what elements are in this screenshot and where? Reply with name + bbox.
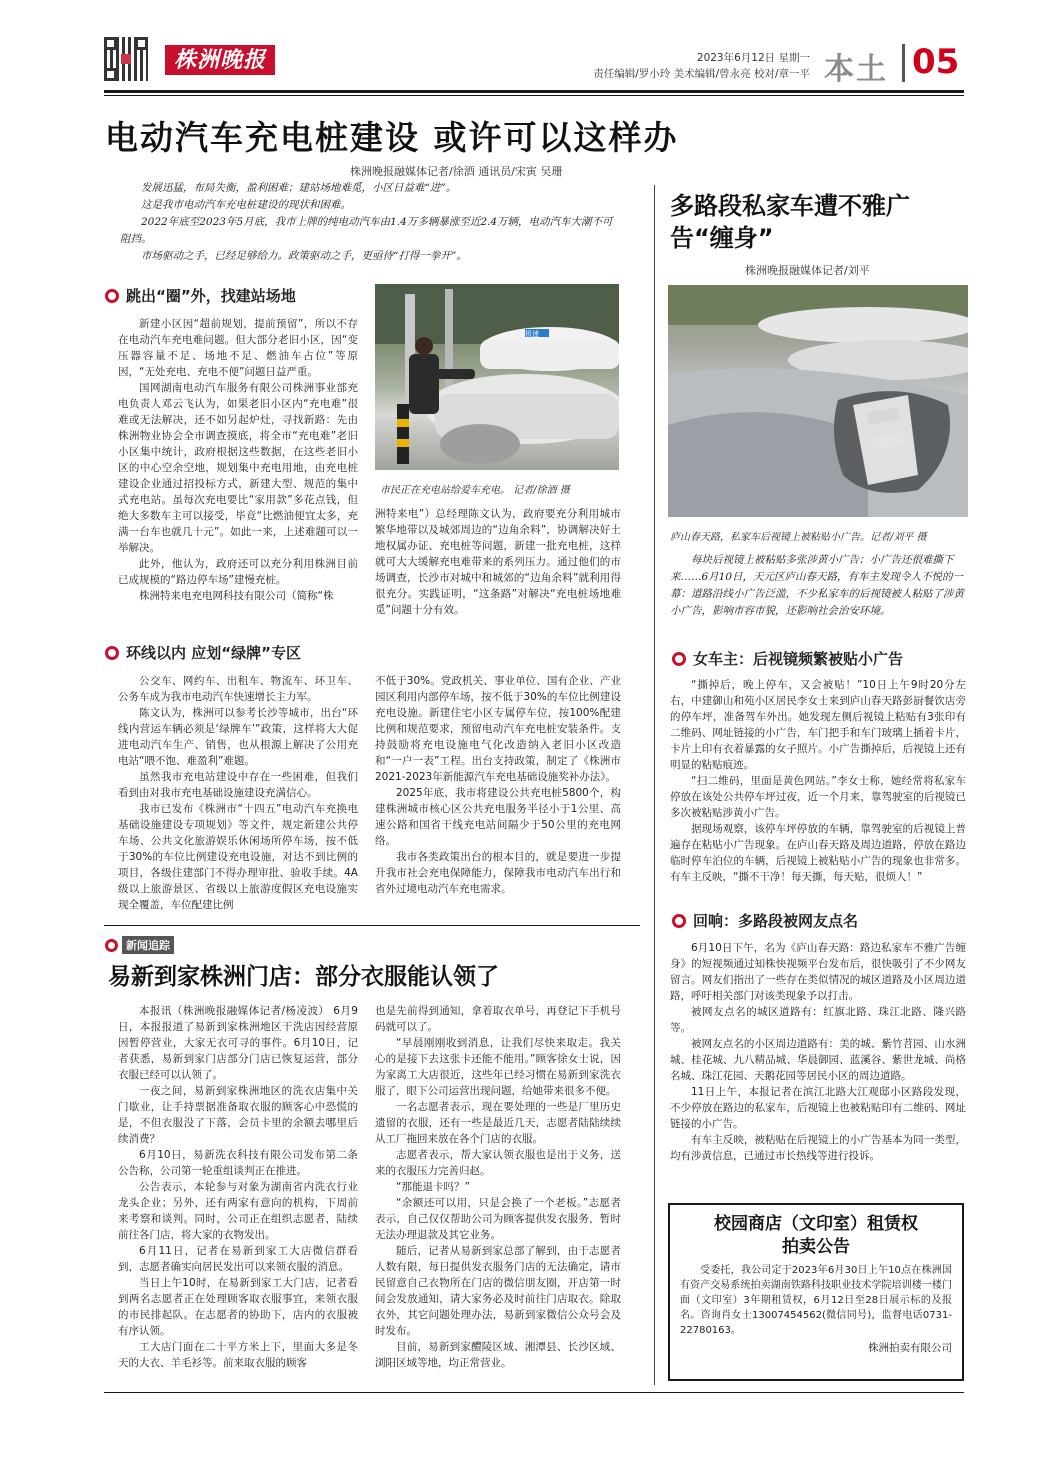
main-headline: 电动汽车充电桩建设 或许可以这样办 xyxy=(105,118,679,157)
body-paragraph: 被网友点名的小区周边道路有：美的城、紫竹苕园、山水洲城、桂花城、九八精品城、华晨御园、蓝溪谷、紫世龙城、尚格名城、珠江花园、天鹅花园等居民小区的周边道路。 xyxy=(670,1038,966,1082)
qr-code xyxy=(104,37,148,81)
bullet-circle-icon xyxy=(672,652,686,666)
article2-column2 xyxy=(375,1003,621,1371)
article1-column3 xyxy=(118,673,358,913)
body-paragraph: 洲特来电”）总经理陈文认为，政府要充分利用城市繁华地带以及城郊周边的“边角余料”，协调解决好土地权属办证、充电桩等问题，新建一批充电桩，这样就可大大缓解充电难带来的系列压力。通过他们的市场调查，长沙市对城中和城郊的“边角余料”就利用得很充分。实践证明，“这条路”对解决“充电桩场地难觅”问题十分有效。 xyxy=(375,508,621,616)
notice-signature: 株洲拍卖有限公司 xyxy=(868,1342,952,1354)
section-heading-text: 跳出“圈”外，找建站场地 xyxy=(126,287,296,305)
body-paragraph: 陈文认为，株洲可以参考长沙等城市，出台“环线内营运车辆必须是‘绿牌车’”政策，这样将大大促进电动汽车生产、销售，也从根源上解决了公用充电站“喂不饱、难盈利”难题。 xyxy=(118,707,358,767)
body-paragraph: 当日上午10时，在易新到家工大门店，记者看到两名志愿者正在处理顾客取衣服事宜，来领衣服的市民排起队。在志愿者的协助下，店内的衣服被有序认领。 xyxy=(118,1277,358,1337)
charging-station-photo xyxy=(375,284,619,470)
body-paragraph: “撕掉后，晚上停车，又会被贴！”10日上午9时20分左右，中建御山和苑小区居民李女士来到庐山春天路彭厨餐饮店旁的停车坪，准备驾车外出。她发现左侧后视镜上粘贴有3张印有二维码、网址链接的小广告，车门把手和车门玻璃上插着卡片，卡片上印有衣着暴露的女子照片。小广告撕掉后，后视镜上还有明显的粘贴痕迹。 xyxy=(670,679,966,771)
notice-body xyxy=(680,1263,952,1338)
article1-column4 xyxy=(375,673,621,897)
charging-sign-text: 极速 xyxy=(525,330,539,338)
section-heading-text: 女车主：后视镜频繁被贴小广告 xyxy=(693,650,904,668)
bottom-rule xyxy=(104,1392,964,1393)
body-paragraph: 我市各类政策出台的根本目的，就是要进一步提升我市社会充电保障能力，保障我市电动汽车出行和省外过境电动汽车充电需求。 xyxy=(375,851,621,895)
body-paragraph: 有车主反映，被粘贴在后视镜上的小广告基本为同一类型，均有涉黄信息，已通过市长热线等进行投诉。 xyxy=(670,1134,966,1162)
body-paragraph: 新建小区因“超前规划，提前预留”，所以不存在电动汽车充电难问题。但大部分老旧小区，因“变压器容量不足、场地不足、燃油车占位”等原因，“无处充电、充电不便”问题日益严重。 xyxy=(118,318,358,378)
lead-paragraph: 市场驱动之手，已经足够给力。政策驱动之手，更亟待“打得一拳开”。 xyxy=(141,250,467,262)
body-paragraph: 一夜之间，易新到家株洲地区的洗衣店集中关门歇业，让手持票据准备取衣服的顾客心中恐慌的是，不但衣服没了下落，会员卡里的余额去哪里后续消费？ xyxy=(118,1085,358,1145)
article3-byline: 株洲晚报融媒体记者/刘平 xyxy=(745,264,870,277)
article1-column1 xyxy=(118,316,358,604)
bullet-circle-icon xyxy=(105,646,119,660)
car-mirror-graphic xyxy=(668,285,968,517)
body-paragraph: 虽然我市充电站建设中存在一些困难，但我们看到由对我市充电基础设施建设充满信心。 xyxy=(118,771,358,799)
masthead-rule xyxy=(104,90,964,93)
section-name: 本土 xyxy=(824,52,888,87)
section-heading-text: 环线以内 应划“绿牌”专区 xyxy=(126,644,301,662)
article2-headline: 易新到家株洲门店：部分衣服能认领了 xyxy=(108,964,499,990)
bullet-circle-icon xyxy=(105,289,119,303)
page-number: 05 xyxy=(912,42,960,82)
notice-title-line2: 拍卖公告 xyxy=(782,1237,850,1257)
body-paragraph: 被网友点名的城区道路有：红旗北路、珠江北路、隆兴路等。 xyxy=(670,1006,966,1034)
body-paragraph: 公告表示，本轮参与对象为湖南省内洗衣行业龙头企业；另外，还有两家有意向的机构，下周前来考察和谈判。同时，公司正在组织志愿者，陆续前往各门店，将大家的衣物发出。 xyxy=(118,1181,358,1241)
body-paragraph: 据现场观察，该停车坪停放的车辆，靠驾驶室的后视镜上普遍存在粘贴小广告现象。在庐山春天路及周边道路，停放在路边临时停车泊位的车辆，后视镜上被粘贴小广告的现象也非常多。有车主反映，“撕不干净！每天撕，每天贴，很烦人！” xyxy=(670,823,966,883)
body-paragraph: 随后，记者从易新到家总部了解到，由于志愿者人数有限，每日提供发衣服务门店的无法确定，请市民留意自己衣物所在门店的微信朋友圈，开店第一时间会发放通知，请大家务必及时前往门店取衣。除取衣外，其它问题处理办法，易新到家微信公众号会及时发布。 xyxy=(375,1245,621,1337)
body-paragraph: 6月11日，记者在易新到家工大店微信群看到，志愿者确实向居民发出可以来领衣服的消息。 xyxy=(118,1245,358,1273)
body-paragraph: 国网湖南电动汽车服务有限公司株洲事业部充电负责人邓云飞认为，如果老旧小区内“充电难”很难或无法解决，还不如另起炉灶，寻找新路：先由株洲物业协会全市调查摸底，将全市“充电难”老旧小区集中统计，政府根据这些数据，在这些老旧小区的中心空余空地，规划集中充电用地，由充电桩建设企业通过招投标方式，新建大型、规范的集中式充电站。虽每次充电要比“家用款”多花点钱，但绝大多数车主可以接受，毕竟“比燃油便宜太多，充满一台车也就几十元”。如此一来，上述难题可以一举解决。 xyxy=(118,382,358,554)
article3-headline: 多路段私家车遭不雅广告“缠身” xyxy=(670,192,910,252)
lead-paragraph: 发展迅猛，布局失衡，盈利困难；建站场地难觅，小区日益难“进”。 xyxy=(141,182,457,194)
section-heading-response xyxy=(672,910,858,931)
newspaper-logo: 株洲晚报 xyxy=(165,45,275,75)
body-paragraph: 11日上午，本报记者在滨江北路大江观邸小区路段发现，不少停放在路边的私家车，后视镜上也被粘贴印有二维码、网址链接的小广告。 xyxy=(670,1086,966,1130)
body-paragraph: “那能退卡吗？” xyxy=(396,1181,470,1193)
section-heading-text: 回响：多路段被网友点名 xyxy=(693,912,859,930)
body-paragraph: 本报讯（株洲晚报融媒体记者/杨凌波） 6月9日，本报报道了易新到家株洲地区干洗店因经营原因暂停营业，大家无衣可寻的事件。6月10日，记者获悉，易新到家门店部分门店已恢复运营，部分衣服已经可以认领了。 xyxy=(118,1005,358,1081)
body-paragraph: “早晨刚刚收到消息，让我们尽快来取走。我关心的是接下去这张卡还能不能用。”顾客徐女士说，因为家离工大店很近，这些年已经习惯在易新到家洗衣服了，眼下公司运营出现问题，给她带来很多不便。 xyxy=(375,1037,621,1097)
charging-scene-graphic xyxy=(375,284,619,470)
editor-credits: 责任编辑/罗小玲 美术编辑/曾永亮 校对/章一平 xyxy=(593,68,810,80)
column-divider xyxy=(654,185,655,1385)
main-byline: 株洲晚报融媒体记者/徐酒 通讯员/宋寅 吴珊 xyxy=(350,165,563,178)
body-paragraph: 2025年底，我市将建设公共充电桩5800个，构建株洲城市核心区公共充电服务半径小于1公里、高速公路和国省干线充电站间隔少于50公里的充电网络。 xyxy=(375,787,621,847)
photo-caption-charging: 市民正在充电站给爱车充电。 记者/徐酒 摄 xyxy=(380,485,570,496)
lead-paragraph: 2022年底至2023年5月底，我市上牌的纯电动汽车由1.4万多辆暴涨至近2.4万辆，电动汽车大潮不可阻挡。 xyxy=(120,216,613,245)
body-paragraph: 株洲特来电充电网科技有限公司（简称“株 xyxy=(139,590,334,602)
notice-title-line1: 校园商店（文印室）租赁权 xyxy=(714,1214,918,1234)
lead-paragraph: 每块后视镜上被粘贴多张涉黄小广告；小广告还很难撕下来……6月10日，天元区庐山春天路，有车主发现令人不悦的一幕：道路沿线小广告泛滥，不少私家车的后视镜被人粘贴了涉黄小广告，影响市容市貌，还影响社会治安环境。 xyxy=(670,554,964,617)
article2-column1 xyxy=(118,1003,358,1371)
news-tag xyxy=(105,936,174,954)
news-tag-label: 新闻追踪 xyxy=(122,936,174,954)
auction-notice-box xyxy=(668,1203,964,1381)
body-paragraph: 此外，他认为，政府还可以充分利用株洲目前已成规模的“路边停车场”建慢充桩。 xyxy=(118,558,358,586)
bullet-circle-icon xyxy=(672,914,686,928)
notice-paragraph: 受委托，我公司定于2023年6月30日上午10点在株洲国有资产交易系统拍卖湖南铁路科技职业技术学院培训楼一楼门面（文印室）3年期租赁权，6月12日至28日展示标的及报名。咨询肖女士13007454562(微信同号)，监督电话0731-22780163。 xyxy=(680,1265,952,1336)
body-paragraph: “扫二维码，里面是黄色网站。”李女士称，她经常将私家车停放在该处公共停车坪过夜，近一个月来，靠驾驶室的后视镜已多次被粘贴涉黄小广告。 xyxy=(670,775,966,819)
article3-body1 xyxy=(670,677,966,885)
bullet-circle-icon xyxy=(105,939,118,952)
article2-rule xyxy=(104,925,640,926)
article3-lead xyxy=(670,552,966,620)
section-divider xyxy=(902,44,905,82)
body-paragraph: 6月10日下午，名为《庐山春天路：路边私家车不雅广告缠身》的短视频通过知株快视频平台发布后，很快吸引了不少网友留言。网友们指出了一些存在类似情况的城区道路及小区周边道路，呼吁相关部门对该类现象予以打击。 xyxy=(670,942,966,1002)
body-paragraph: 我市已发布《株洲市“十四五”电动汽车充换电基础设施建设专项规划》等文件，规定新建公共停车场、公共文化旅游娱乐休闲场所停车场，按不低于30%的车位比例建设充电设施，对达不到比例的项目，各级住建部门不得办理审批、验收手续。4A级以上旅游景区、省级以上旅游度假区充电设施实现全覆盖，车位配建比例 xyxy=(118,803,358,911)
section-heading-site xyxy=(105,285,296,306)
photo-caption-mirror: 庐山春天路，私家车后视镜上被粘贴小广告。记者/刘平 摄 xyxy=(670,532,927,543)
article1-column2 xyxy=(375,506,621,618)
masthead-rule-thin xyxy=(104,95,964,96)
main-lead xyxy=(120,180,620,265)
body-paragraph: “余额还可以用，只是会换了一个老板。”志愿者表示，自己仅仅帮助公司为顾客提供发衣服务，暂时无法办理退款及其它业务。 xyxy=(375,1197,621,1241)
body-paragraph: 6月10日，易新洗衣科技有限公司发布第二条公告称，公司第一轮重组谈判正在推进。 xyxy=(118,1149,358,1177)
body-paragraph: 目前，易新到家醴陵区域、湘潭县、长沙区域、浏阳区域等地，均正常营业。 xyxy=(375,1341,621,1369)
body-paragraph: 不低于30%。党政机关、事业单位、国有企业、产业园区利用内部停车场，按不低于30%的车位比例建设充电设施。新建住宅小区专属停车位，按100%配建比例和规范要求，预留电动汽车充电桩安装条件。支持鼓励将充电设施电气化改造纳入老旧小区改造和“一户一表”工程。出台支持政策，制定了《株洲市2021-2023年新能源汽车充电基础设施奖补办法》。 xyxy=(375,675,621,783)
article3-body2 xyxy=(670,940,966,1164)
car-mirror-photo xyxy=(668,285,968,517)
section-heading-female-owner xyxy=(672,648,903,669)
body-paragraph: 一名志愿者表示，现在要处理的一些是厂里历史遗留的衣服，还有一些是最近几天，志愿者陆陆续续从工厂拖回来放在各个门店的衣服。 xyxy=(375,1101,621,1145)
lead-paragraph: 这是我市电动汽车充电桩建设的现状和困难。 xyxy=(141,199,351,211)
body-paragraph: 也是先前得到通知，拿着取衣单号，再登记下手机号码就可以了。 xyxy=(375,1005,621,1033)
body-paragraph: 志愿者表示，帮大家认领衣服也是出于义务，送来的衣服压力完善归赵。 xyxy=(375,1149,621,1177)
section-heading-greenplate xyxy=(105,642,301,663)
body-paragraph: 工大店门面在二十平方米上下，里面大多是冬天的大衣、羊毛衫等。前来取衣服的顾客 xyxy=(118,1341,358,1369)
issue-date: 2023年6月12日 星期一 xyxy=(696,52,810,64)
body-paragraph: 公交车、网约车、出租车、物流车、环卫车、公务车成为我市电动汽车快速增长主力军。 xyxy=(118,675,358,703)
